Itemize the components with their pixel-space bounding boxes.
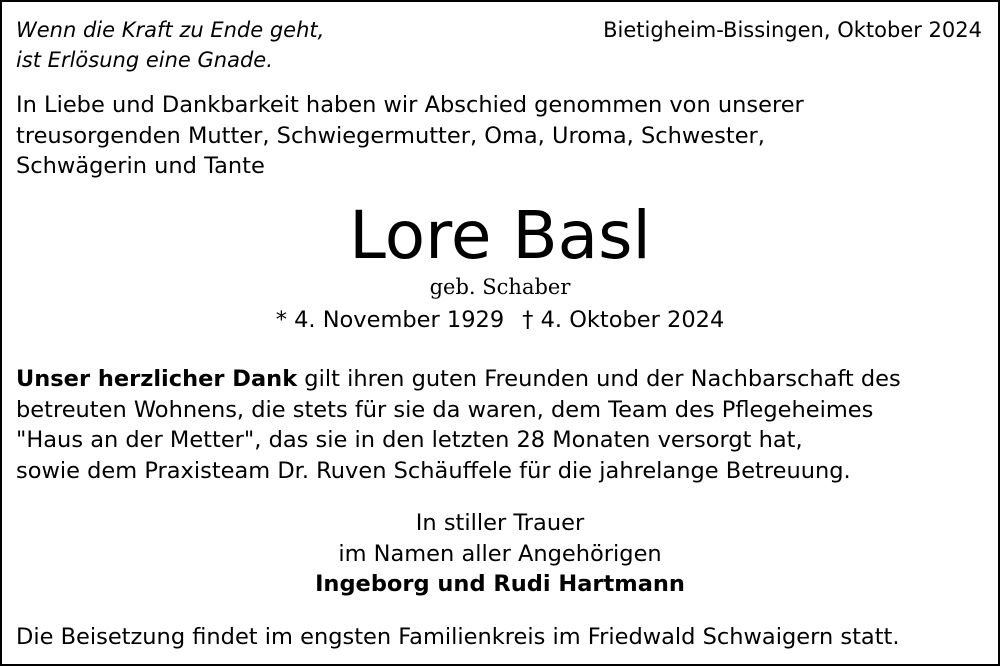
motto [16,15,324,75]
death-date: † 4. Oktober 2024 [522,307,725,333]
thanks-line-rest: gilt ihren guten Freunden und der Nachbarschaft des [297,366,901,392]
intro-text [16,90,804,182]
intro-line: Schwägerin und Tante [16,153,265,180]
life-dates [2,305,998,335]
thanks-line: sowie dem Praxisteam Dr. Ruven Schäuffele für die jahrelange Betreuung. [16,458,851,485]
birth-date: * 4. November 1929 [275,307,505,333]
closing-block [2,508,998,600]
deceased-name: Lore Basl [349,197,651,274]
maiden-name: geb. Schaber [429,275,571,299]
intro-line: treusorgenden Mutter, Schwiegermutter, Oma, Uroma, Schwester, [16,122,765,149]
thanks-line [16,364,901,395]
motto-line: ist Erlösung eine Gnade. [16,48,273,72]
thanks-line: "Haus an der Metter", das sie in den letzten 28 Monaten versorgt hat, [16,427,803,454]
motto-line: Wenn die Kraft zu Ende geht, [16,18,325,42]
thanks-bold-lead: Unser herzlicher Dank [16,366,298,392]
thanks-text [16,364,901,487]
place-date: Bietigheim-Bissingen, Oktober 2024 [603,18,982,42]
burial-note: Die Beisetzung findet im engsten Familienkreis im Friedwald Schwaigern statt. [16,624,900,650]
intro-line: In Liebe und Dankbarkeit haben wir Abschied genommen von unserer [16,92,804,118]
closing-line: In stiller Trauer [415,510,585,536]
thanks-line: betreuten Wohnens, die stets für sie da waren, dem Team des Pflegeheimes [16,396,874,423]
mourner-names: Ingeborg und Rudi Hartmann [315,571,685,597]
closing-line: im Namen aller Angehörigen [338,540,662,567]
